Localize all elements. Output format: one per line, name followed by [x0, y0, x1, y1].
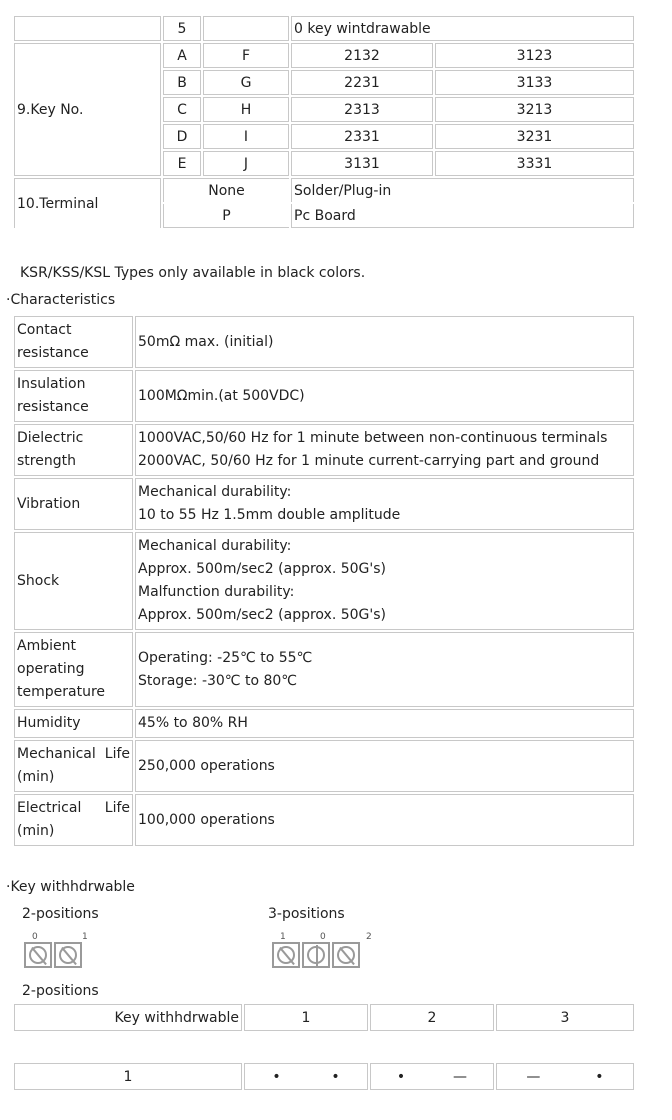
key-no-label: 9.Key No.: [14, 43, 161, 176]
color-note: KSR/KSS/KSL Types only available in black colors.: [20, 265, 366, 281]
table-row: E J 3131 3331: [14, 151, 634, 176]
key-code-cell: 5: [163, 16, 201, 41]
three-positions-label: 3-positions: [268, 906, 345, 922]
terminal-label: 10.Terminal: [14, 178, 161, 228]
two-positions-label: 2-positions: [22, 906, 99, 922]
key-withdrawable-row-table: [12, 1061, 636, 1092]
characteristics-table: [12, 314, 636, 848]
characteristics-heading: ·Characteristics: [6, 292, 116, 308]
table-row: D I 2331 3231: [14, 124, 634, 149]
table-row: Electrical Life (min) 100,000 operations: [14, 794, 634, 846]
switch-position-icon: [54, 942, 82, 968]
table-row: P Pc Board: [14, 204, 634, 228]
switch-position-icon: [24, 942, 52, 968]
key-withdrawable-header-table: [12, 1002, 636, 1033]
table-row: 9.Key No. A F 2132 3123: [14, 43, 634, 68]
table-row: 10.Terminal None Solder/Plug-in: [14, 178, 634, 202]
switch-position-icon: [272, 942, 300, 968]
table-row: Ambient operating temperature Operating: -25℃ to 55℃ Storage: -30℃ to 80℃: [14, 632, 634, 707]
table-row: Contact resistance 50mΩ max. (initial): [14, 316, 634, 368]
switch-position-icon: [332, 942, 360, 968]
table-row: Shock Mechanical durability: Approx. 500m/sec2 (approx. 50G's) Malfunction durability: Approx. 500m/sec2 (approx. 50G's): [14, 532, 634, 630]
table-row: Mechanical Life (min) 250,000 operations: [14, 740, 634, 792]
key-description-cell: 0 key wintdrawable: [291, 16, 634, 41]
key-number-table: [12, 14, 636, 230]
table-row: Key withhdrwable 1 2 3: [14, 1004, 634, 1031]
table-caption: 2-positions: [22, 983, 99, 999]
table-row: Dielectric strength 1000VAC,50/60 Hz for 1 minute between non-continuous terminals 2000VAC, 50/60 Hz for 1 minute current-carrying part and ground: [14, 424, 634, 476]
table-row: B G 2231 3133: [14, 70, 634, 95]
switch-position-icon: [302, 942, 330, 968]
table-row: C H 2313 3213: [14, 97, 634, 122]
two-position-switch-icon: 0 1: [24, 932, 84, 972]
table-row: 1 • • • — — •: [14, 1063, 634, 1090]
table-row: Humidity 45% to 80% RH: [14, 709, 634, 738]
table-row: Vibration Mechanical durability: 10 to 55 Hz 1.5mm double amplitude: [14, 478, 634, 530]
table-row: Insulation resistance 100MΩmin.(at 500VDC): [14, 370, 634, 422]
table-row: [14, 16, 634, 41]
key-withdrawable-heading: ·Key withhdrwable: [6, 879, 135, 895]
three-position-switch-icon: 1 0 2: [272, 932, 362, 972]
